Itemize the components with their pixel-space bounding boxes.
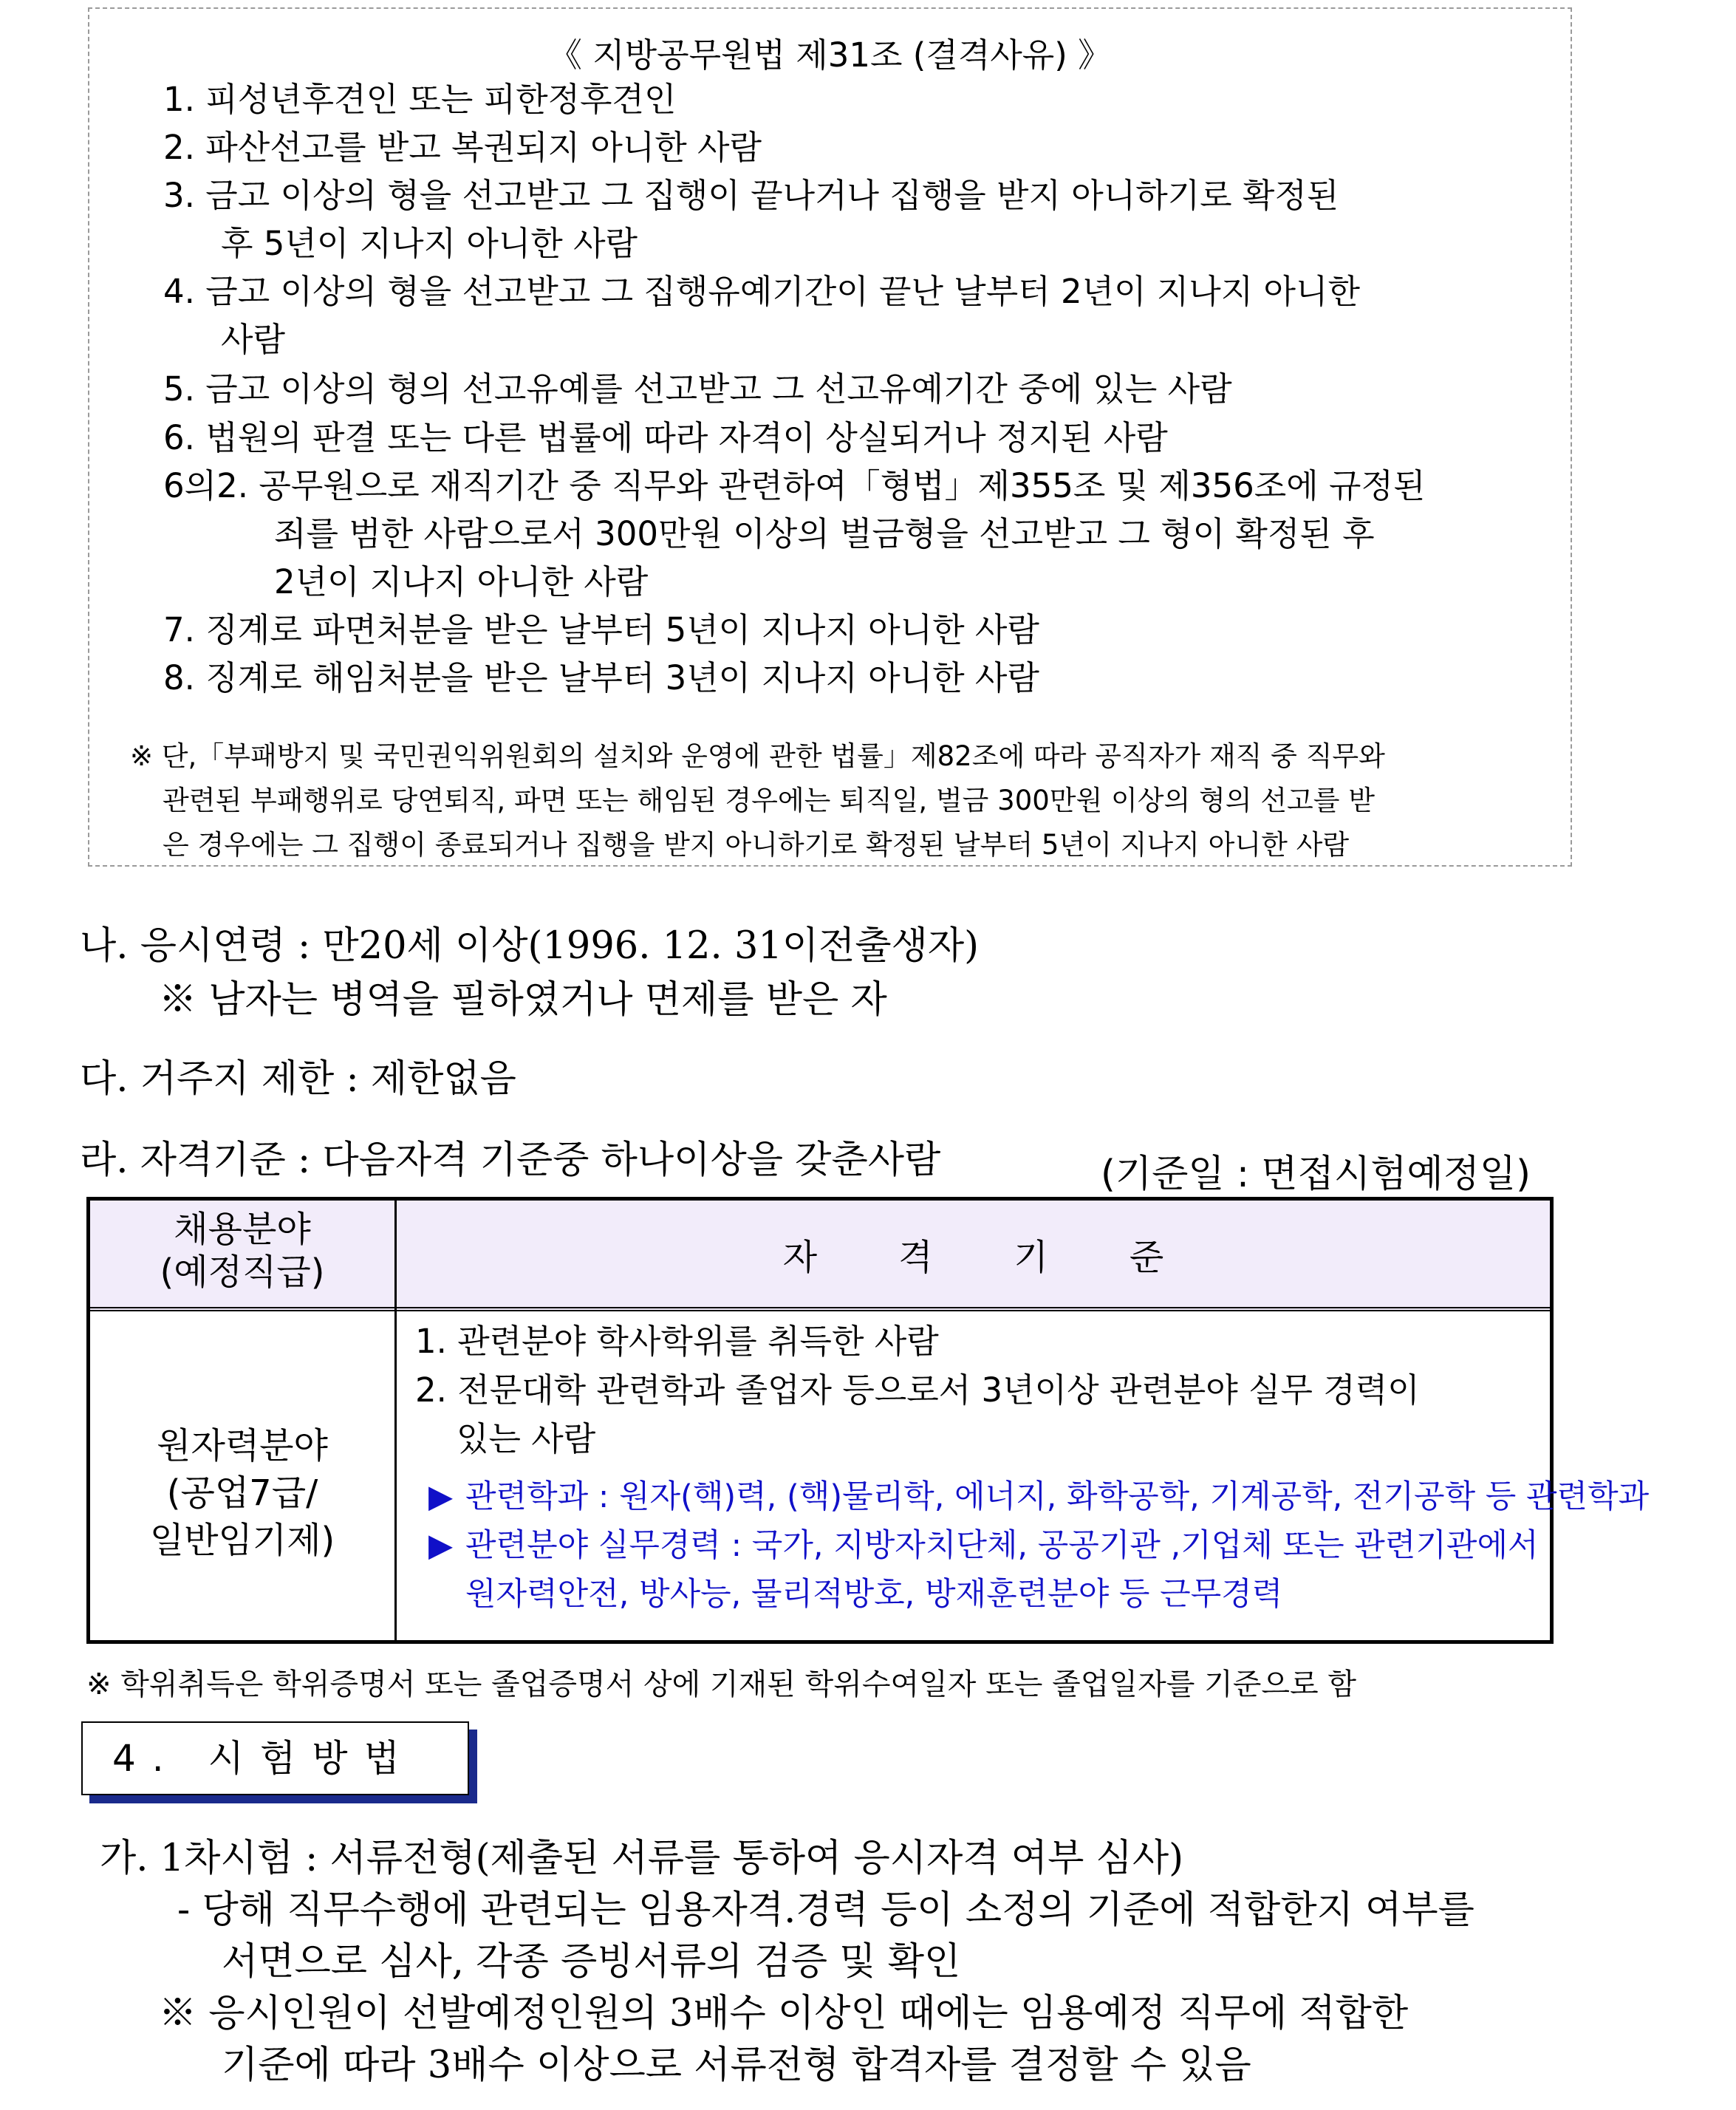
bullet-text: 관련분야 실무경력 : 국가, 지방자치단체, 공공기관 ,기업체 또는 관련기관에서 [465,1527,1539,1564]
criteria-item-1: 1. 관련분야 학사학위를 취득한 사람 [415,1322,939,1361]
column-divider [394,1201,397,1640]
header-char: 기 [1014,1237,1048,1278]
first-exam-line: 가. 1차시험 : 서류전형(제출된 서류를 통하여 응시자격 여부 심사) [100,1837,1183,1880]
header-char: 격 [898,1237,933,1278]
law-box-title: 《 지방공무원법 제31조 (결격사유) 》 [548,35,1112,75]
note-line: 은 경우에는 그 집행이 종료되거나 집행을 받지 아니하기로 확정된 날부터 5년이 지나지 아니한 사람 [163,829,1350,861]
triangle-bullet-icon: ▶ [428,1478,454,1515]
qualification-base-date: (기준일 : 면접시험예정일) [1101,1153,1531,1196]
item-text: 피성년후견인 또는 피한정후견인 [205,80,677,119]
item-number: 3. [163,176,195,215]
item-number: 2. [163,128,195,167]
item-number: 1. [163,80,195,119]
age-requirement: 나. 응시연령 : 만20세 이상(1996. 12. 31이전출생자) [80,924,980,968]
qualification-requirement: 라. 자격기준 : 다음자격 기준중 하나이상을 갖춘사람 [80,1138,941,1182]
header-char: 준 [1129,1237,1164,1278]
item-text-cont: 후 5년이 지나지 아니한 사람 [221,224,638,263]
item-number: 7. [163,610,195,649]
first-exam-note-cont: 기준에 따라 3배수 이상으로 서류전형 합격자를 결정할 수 있음 [222,2044,1251,2087]
qualification-table [86,1197,1650,1644]
header-field-cell [90,1208,394,1294]
item-text-cont: 2년이 지나지 아니한 사람 [274,562,649,601]
criteria-item-2-cont: 있는 사람 [457,1419,596,1458]
law-item-6-2 [163,462,1425,606]
age-note: ※ 남자는 병역을 필하였거나 면제를 받은 자 [159,978,887,1022]
item-number: 8. [163,658,195,697]
item-text-cont: 사람 [221,320,285,359]
law-item-5 [163,365,1232,413]
criteria-cell [415,1317,1650,1619]
first-exam-note: ※ 응시인원이 선발예정인원의 3배수 이상인 때에는 임용예정 직무에 적합한 [159,1992,1409,2035]
law-item-6 [163,414,1168,462]
law-item-3 [163,171,1339,267]
item-text: 공무원으로 재직기간 중 직무와 관련하여「형법」제355조 및 제356조에 규정된 [259,466,1426,505]
bullet-related-experience [415,1521,1538,1570]
field-name: 원자력분야 [157,1425,328,1467]
triangle-bullet-icon: ▶ [428,1527,454,1564]
law-item-7 [163,606,1039,654]
item-text: 징계로 파면처분을 받은 날부터 5년이 지나지 아니한 사람 [205,610,1039,649]
item-number: 6의2. [163,466,249,505]
header-field-line2: (예정직급) [160,1252,325,1293]
law-item-1 [163,75,676,123]
header-criteria-cell [397,1229,1550,1280]
bullet-related-major [415,1472,1650,1521]
field-grade-type: 일반임기제) [149,1520,335,1561]
field-grade: (공업7급/ [166,1472,318,1514]
degree-footnote: ※ 학위취득은 학위증명서 또는 졸업증명서 상에 기재된 학위수여일자 또는 졸업일자를 기준으로 함 [86,1667,1356,1701]
field-cell [90,1422,394,1564]
law-disqualification-box [88,7,1572,867]
item-text: 법원의 판결 또는 다른 법률에 따라 자격이 상실되거나 정지된 사람 [205,418,1168,457]
residence-requirement: 다. 거주지 제한 : 제한없음 [80,1057,516,1101]
item-number: 6. [163,418,195,457]
law-item-2 [163,123,762,171]
item-text: 금고 이상의 형의 선고유예를 선고받고 그 선고유예기간 중에 있는 사람 [205,369,1232,409]
item-text: 금고 이상의 형을 선고받고 그 집행유예기간이 끝난 날부터 2년이 지나지 아니한 [205,272,1360,311]
header-char: 자 [782,1237,818,1278]
law-item-4 [163,267,1360,363]
item-text-cont: 죄를 범한 사람으로서 300만원 이상의 벌금형을 선고받고 그 형이 확정된 후 [274,514,1375,553]
item-number: 4. [163,272,195,311]
note-line: ※ 단,「부패방지 및 국민권익위원회의 설치와 운영에 관한 법률」제82조에 따라 공직자가 재직 중 직무와 [130,740,1385,772]
first-exam-detail-cont: 서면으로 심사, 각종 증빙서류의 검증 및 확인 [222,1940,961,1984]
section-4-heading: 4. 시험방법 [81,1721,469,1795]
bullet-text-cont: 원자력안전, 방사능, 물리적방호, 방재훈련분야 등 근무경력 [465,1576,1283,1613]
table-header [90,1201,1550,1311]
item-text: 금고 이상의 형을 선고받고 그 집행이 끝나거나 집행을 받지 아니하기로 확정된 [205,176,1339,215]
item-text: 징계로 해임처분을 받은 날부터 3년이 지나지 아니한 사람 [205,658,1039,697]
law-box-note [130,734,1556,867]
criteria-item-2: 2. 전문대학 관련학과 졸업자 등으로서 3년이상 관련분야 실무 경력이 [415,1370,1420,1410]
bullet-text: 관련학과 : 원자(핵)력, (핵)물리학, 에너지, 화학공학, 기계공학, 전기공학 등 관련학과 [465,1478,1650,1515]
item-number: 5. [163,369,195,409]
first-exam-detail: - 당해 직무수행에 관련되는 임용자격.경력 등이 소정의 기준에 적합한지 여부를 [177,1888,1474,1932]
law-item-8 [163,654,1039,702]
item-text: 파산선고를 받고 복권되지 아니한 사람 [205,128,762,167]
header-field-line1: 채용분야 [174,1209,311,1250]
note-line: 관련된 부패행위로 당연퇴직, 파면 또는 해임된 경우에는 퇴직일, 벌금 300만원 이상의 형의 선고를 받 [163,785,1375,816]
